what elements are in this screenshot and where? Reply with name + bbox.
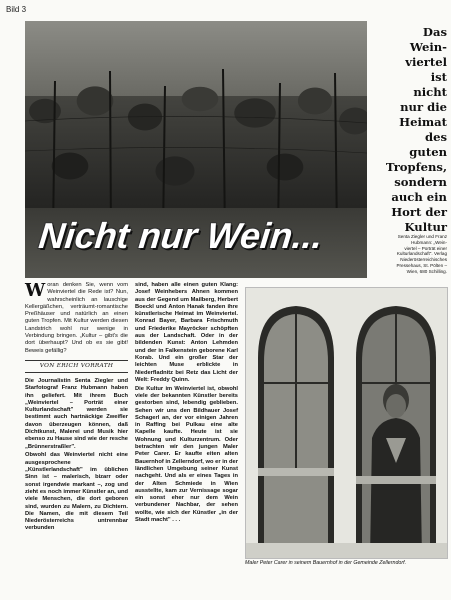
hero-title: Nicht nur Wein... <box>36 215 325 256</box>
side-headline-line: Das <box>422 25 447 39</box>
article-paragraph: Die Kultur im Weinviertel ist, obwohl viele der bekannten Künstler bereits gestorben sind, lebendig geblieben. Sehen wir uns den Bildhauer Josef Schagerl an, der vor einigen Jahren in Raffing bei Pulkau eine alte Kapelle kaufte. Heute ist sie Wohnung und Kulturzentrum. Oder betrachten wir den jungen Maler Peter Carer. Er kaufte eiten alten Bauernhof in Zellerndorf, wo er in der ländlichen Umgebung seiner Kunst nachgeht. Und als er eines Tages in der Alten Schmiede in Wien ausstellte, kam zur Vernissage sogar ein sonst eher nur dem Wein verbundener Nachbar, der sehen wollte, wie sich der Künstler „in der Stadt macht" . . . <box>135 385 238 523</box>
article-column-1 <box>25 282 128 534</box>
book-info-line: Wien, 680 Schilling. <box>406 268 447 274</box>
side-headline-line: Heimat <box>399 115 447 129</box>
book-info-line: Hubmann: „Wein- <box>411 239 447 245</box>
book-info-line: Pressehaus, St. Pölten – <box>396 262 447 268</box>
author-byline: VON ERICH VORRATH <box>25 360 128 373</box>
intro-text: oran denken Sie, wenn vom Weinviertel die Rede ist? Nun, wahrscheinlich an lauschige Kellergäßchen, verträumt-romantische Preßhäuser und natürlich an einen guten Tropfen. Mit Kultur werden diesen Landstrich wohl nur wenige in Verbindung bringen. „Kultur – gibt's die dort überhaupt? Und ob es sie gibt! Beweis gefällig? <box>25 282 128 354</box>
article-paragraph: Die Journalistin Senta Ziegler und Starfotograf Franz Hubmann haben ihn geliefert. Mit ihrem Buch „Weinviertel – Porträt einer Kulturlandschaft" werden sie bestimmt auch hartnäckige Zweifler davon überzeugen können, daß Dichtkunst, Malerei und Musik hier ebenso zu Hause sind wie der resche „Brünnerstraßler". <box>25 377 128 450</box>
figure-label: Bild 3 <box>6 5 27 14</box>
side-headline-line: Wein- <box>409 40 447 54</box>
side-headline-line: ist <box>430 70 447 84</box>
side-headline-line: Kultur <box>404 220 447 234</box>
drop-cap: W <box>25 280 46 301</box>
side-headline-line: nicht <box>413 85 447 99</box>
article-column-2 <box>135 282 238 526</box>
article-paragraph: Obwohl das Weinviertel nicht eine ausgesprochene „Künstlerlandschaft" im üblichen Sinn ist – malerisch, bizarr oder sonst irgendwie markant –, zog und zieht es noch immer Künstler an, und viele Menschen, die dort geboren sind, wurden zu Malern, zu Dichtern. Die Namen, die mit diesem Teil Niederösterreichs untrennbar verbunden <box>25 452 128 532</box>
book-info-line: Niederösterreichisches <box>400 257 447 263</box>
book-info-line: Senta Ziegler und Franz <box>397 234 447 239</box>
article-body <box>25 282 240 598</box>
portrait-caption: Maler Peter Carer in seinem Bauernhof in der Gemeinde Zellerndorf. <box>245 560 407 566</box>
side-headline-line: viertel <box>405 55 447 69</box>
vineyard-photo <box>25 21 367 278</box>
side-headline <box>369 25 447 235</box>
book-info-line: viertel – Porträt einer <box>404 245 447 251</box>
side-headline-line: des <box>424 130 447 144</box>
book-info-caption <box>371 234 447 275</box>
article-intro <box>25 282 128 355</box>
side-headline-line: Tropfens, <box>385 160 447 174</box>
side-headline-line: sondern <box>394 175 447 189</box>
side-headline-line: Hort der <box>391 205 447 219</box>
book-info-line: Kulturlandschaft". Verlag <box>396 251 447 257</box>
article-paragraph: sind, haben alle einen guten Klang: Josef Weinhebers Ahnen kommen aus der Gegend um Mailberg, Herbert Boeckl und Anton Hanak fanden ihre künstlerische Heimat im Weinviertel. Konrad Bayer, Barbara Frischmuth und Friederike Mayröcker schöpften aus der Landschaft. Oder in der bildenden Kunst: Anton Lehmden und der in Falkenstein geborene Karl Korab. Und ein großer Star der leichten Muse erblickte in Niederfladnitz bei Retz das Licht der Welt: Freddy Quinn. <box>135 282 238 383</box>
farmhouse-windows-graphic <box>246 288 447 558</box>
side-headline-line: auch ein <box>391 190 447 204</box>
portrait-photo <box>245 287 448 559</box>
side-headline-line: guten <box>409 145 447 159</box>
side-headline-line: nur die <box>400 100 447 114</box>
